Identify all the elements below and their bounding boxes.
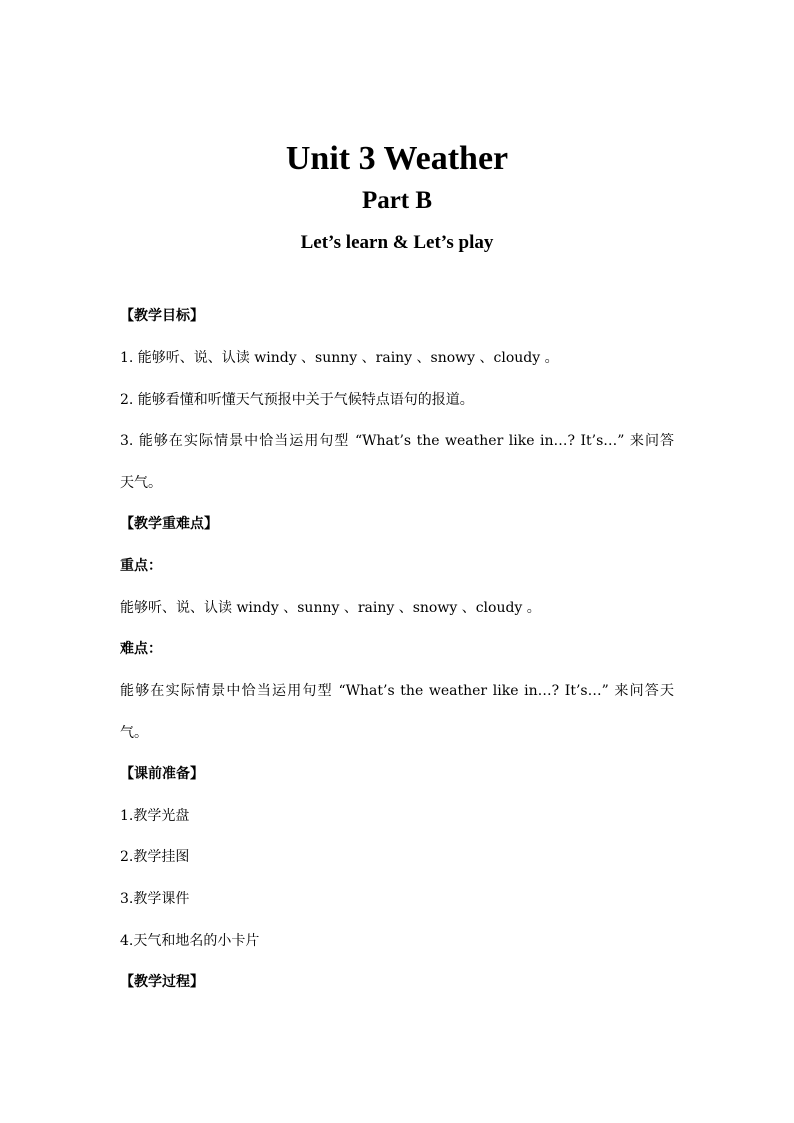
objectives-heading: 【教学目标】 [120,308,204,324]
objective-item-2: 2. 能够看懂和听懂天气预报中关于气候特点语句的报道。 [120,392,474,408]
difficulty-label: 难点： [120,641,162,657]
difficulty-text-line-1: 能够在实际情景中恰当运用句型 “What’s the weather like in…? It’s…” 来问答天 [120,683,674,699]
focus-label: 重点： [120,558,162,574]
document-title: Unit 3 Weather [285,140,509,177]
process-heading: 【教学过程】 [120,974,204,990]
preparation-item-1: 1.教学光盘 [120,808,190,824]
lesson-title: Let’s learn & Let’s play [300,232,494,253]
difficulty-text-line-2: 气。 [120,725,148,741]
focus-text: 能够听、说、认读 windy 、sunny 、rainy 、snowy 、cloudy 。 [120,600,541,616]
preparation-item-3: 3.教学课件 [120,891,190,907]
preparation-item-4: 4.天气和地名的小卡片 [120,933,260,949]
document-subtitle: Part B [361,187,433,214]
objective-item-3-line-2: 天气。 [120,475,162,491]
preparation-item-2: 2.教学挂图 [120,849,190,865]
objective-item-3-line-1: 3. 能够在实际情景中恰当运用句型 “What’s the weather like in…? It’s…” 来问答 [120,433,674,449]
preparation-heading: 【课前准备】 [120,766,204,782]
objective-item-1: 1. 能够听、说、认读 windy 、sunny 、rainy 、snowy 、cloudy 。 [120,350,559,366]
key-points-heading: 【教学重难点】 [120,516,218,532]
